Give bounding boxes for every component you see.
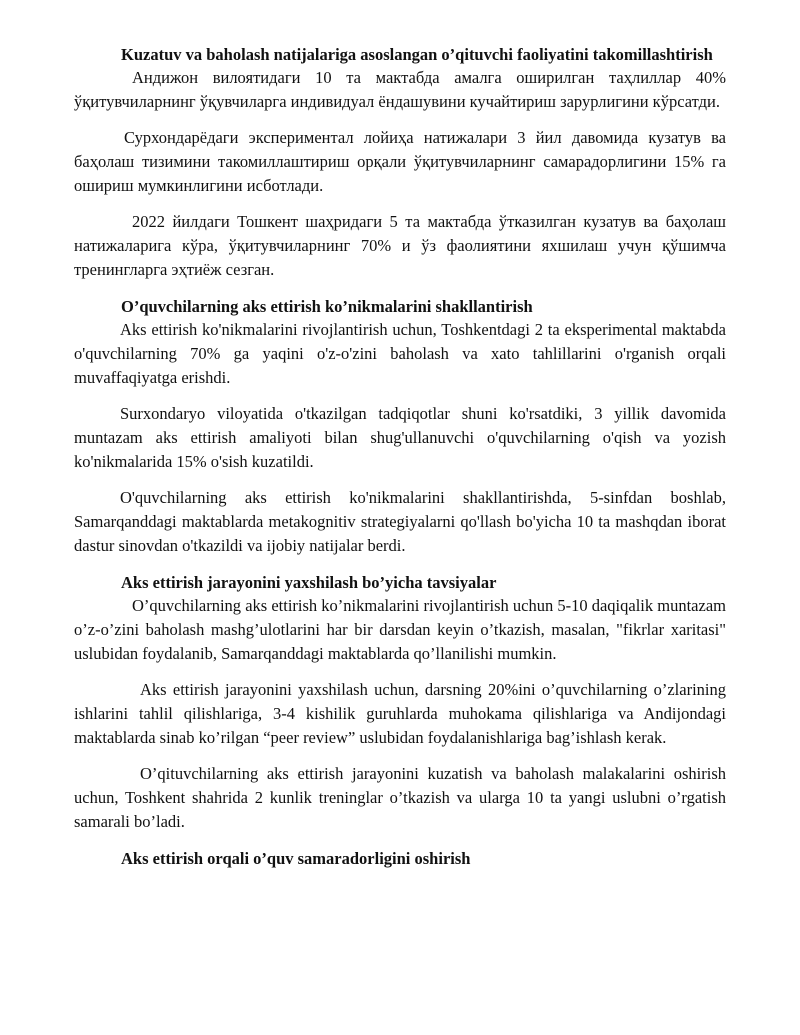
section-heading-learning-efficiency: Aks ettirish orqali o’quv samaradorligini oshirish (121, 849, 471, 868)
paragraph-andijan-analysis: Андижон вилоятидаги 10 та мактабда амалга оширилган таҳлиллар 40% ўқитувчиларнинг ўқувчиларга индивидуал ёндашувини кучайтириш зарурлигини кўрсатди. (74, 68, 726, 111)
paragraph-self-assessment: O’quvchilarning aks ettirish ko’nikmalarini rivojlantirish uchun 5-10 daqiqalik muntazam o’z-o’zini baholash mashg’ulotlarini har bir darsdan keyin o’tkazish, masalan, "fikrlar xaritasi" uslubidan foydalanib, Samarqanddagi maktablarda qo’llanilishi mumkin. (74, 596, 726, 663)
paragraph-surxondaryo-research: Surxondaryo viloyatida o'tkazilgan tadqiqotlar shuni ko'rsatdiki, 3 yillik davomida muntazam aks ettirish amaliyoti bilan shug'ullanuvchi o'quvchilarning o'qish va yozish ko'nikmalarida 15% o'sish kuzatildi. (74, 404, 726, 471)
paragraph-teacher-training: O’qituvchilarning aks ettirish jarayonini kuzatish va baholash malakalarini oshirish uchun, Toshkent shahrida 2 kunlik treninglar o’tkazish va ularga 10 ta yangi uslubni o’rgatish samarali bo’ladi. (74, 764, 726, 831)
section-heading-recommendations: Aks ettirish jarayonini yaxshilash bo’yicha tavsiyalar (121, 573, 497, 592)
paragraph-tashkent-2022: 2022 йилдаги Тошкент шаҳридаги 5 та мактабда ўтказилган кузатув ва баҳолаш натижаларига кўра, ўқитувчиларнинг 70% и ўз фаолиятини яхшилаш учун қўшимча тренингларга эҳтиёж сезган. (74, 212, 726, 279)
paragraph-samarqand-program: O'quvchilarning aks ettirish ko'nikmalarini shakllantirishda, 5-sinfdan boshlab, Samarqanddagi maktablarda metakognitiv strategiyalarni qo'llash bo'yicha 10 ta mashqdan iborat dastur sinovdan o'tkazildi va ijobiy natijalar berdi. (74, 488, 726, 555)
paragraph-peer-review: Aks ettirish jarayonini yaxshilash uchun, darsning 20%ini o’quvchilarning o’zlarining ishlarini tahlil qilishlariga, 3-4 kishilik guruhlarda muhokama qilishlariga va Andijondagi maktablarda sinab ko’rilgan “peer review” uslubidan foydalanishlariga bag’ishlash kerak. (74, 680, 726, 747)
section-heading-teacher-improvement: Kuzatuv va baholash natijalariga asoslangan o’qituvchi faoliyatini takomillashtirish (121, 45, 713, 64)
document-page (74, 44, 726, 870)
paragraph-surkhandarya-experiment: Сурхондарёдаги экспериментал лойиҳа натижалари 3 йил давомида кузатув ва баҳолаш тизимини такомиллаштириш орқали ўқитувчиларнинг самарадорлигини 15% га ошириш мумкинлигини исботлади. (74, 128, 726, 195)
paragraph-tashkent-experimental-schools: Aks ettirish ko'nikmalarini rivojlantirish uchun, Toshkentdagi 2 ta eksperimental maktabda o'quvchilarning 70% ga yaqini o'z-o'zini baholash va xato tahlillarini o'rganish orqali muvaffaqiyatga erishdi. (74, 320, 726, 387)
section-heading-reflection-skills: O’quvchilarning aks ettirish ko’nikmalarini shakllantirish (121, 297, 533, 316)
